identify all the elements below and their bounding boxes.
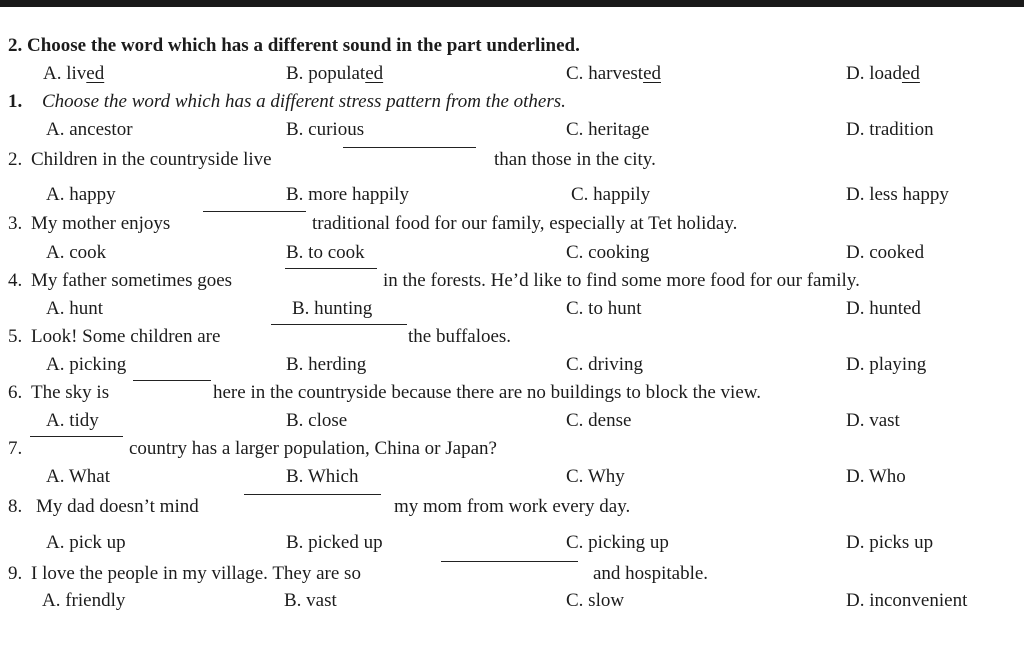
question-number: 2. <box>8 149 23 170</box>
option-c: C. picking up <box>566 532 669 553</box>
section-2-options <box>0 61 1024 87</box>
question-text-before: My father sometimes goes <box>31 270 233 291</box>
option-c: C. harvested <box>566 63 661 84</box>
question-4 <box>0 268 1024 294</box>
question-number: 8. <box>8 496 23 517</box>
option-b: B. populated <box>286 63 384 84</box>
option-d: D. inconvenient <box>846 590 968 611</box>
question-number: 5. <box>8 326 23 347</box>
question-9-options <box>0 588 1024 614</box>
question-text-before: My mother enjoys <box>31 213 171 234</box>
question-number: 4. <box>8 270 23 291</box>
question-text-after: than those in the city. <box>494 149 656 170</box>
answer-blank <box>285 268 377 269</box>
question-3 <box>0 211 1024 237</box>
section-1-heading-line <box>0 89 1024 115</box>
question-text-before: Children in the countryside live <box>31 149 272 170</box>
option-d: D. tradition <box>846 119 934 140</box>
question-2 <box>0 147 1024 173</box>
option-c: C. happily <box>571 184 651 205</box>
answer-blank <box>30 436 123 437</box>
option-c: C. to hunt <box>566 298 642 319</box>
section-2-heading: 2. Choose the word which has a different sound in the part underlined. <box>8 35 580 56</box>
option-c: C. heritage <box>566 119 650 140</box>
question-text-after: here in the countryside because there are no buildings to block the view. <box>213 382 762 403</box>
option-b: B. hunting <box>292 298 373 319</box>
option-a: A. happy <box>46 184 116 205</box>
answer-blank <box>343 147 476 148</box>
question-text-before: The sky is <box>31 382 110 403</box>
option-b: B. herding <box>286 354 367 375</box>
question-8 <box>0 494 1024 520</box>
option-a: A. friendly <box>42 590 126 611</box>
section-2-heading-line <box>0 33 1024 59</box>
question-5-options <box>0 352 1024 378</box>
question-text-after: my mom from work every day. <box>394 496 631 517</box>
question-2-options <box>0 182 1024 208</box>
question-text-before: I love the people in my village. They are so <box>31 563 361 584</box>
option-d: D. less happy <box>846 184 949 205</box>
answer-blank <box>244 494 381 495</box>
question-text-before: My dad doesn’t mind <box>36 496 199 517</box>
top-border <box>0 0 1024 7</box>
question-6 <box>0 380 1024 406</box>
option-d: D. picks up <box>846 532 934 553</box>
option-a: A. lived <box>43 63 105 84</box>
option-b: B. to cook <box>286 242 365 263</box>
question-number: 9. <box>8 563 23 584</box>
option-d: D. vast <box>846 410 900 431</box>
section-1-heading: Choose the word which has a different stress pattern from the others. <box>42 91 566 112</box>
question-7 <box>0 436 1024 462</box>
option-c: C. dense <box>566 410 632 431</box>
question-text-after: the buffaloes. <box>408 326 512 347</box>
option-d: D. cooked <box>846 242 925 263</box>
option-a: A. picking <box>46 354 127 375</box>
question-text-before: Look! Some children are <box>31 326 221 347</box>
answer-blank <box>271 324 407 325</box>
option-b: B. close <box>286 410 348 431</box>
question-9 <box>0 561 1024 587</box>
question-text-after: in the forests. He’d like to find some more food for our family. <box>383 270 860 291</box>
option-d: D. hunted <box>846 298 921 319</box>
option-a: A. hunt <box>46 298 103 319</box>
question-6-options <box>0 408 1024 434</box>
answer-blank <box>441 561 578 562</box>
question-text-after: traditional food for our family, especially at Tet holiday. <box>312 213 738 234</box>
option-a: A. pick up <box>46 532 126 553</box>
option-a: A. ancestor <box>46 119 133 140</box>
option-b: B. picked up <box>286 532 383 553</box>
option-c: C. cooking <box>566 242 650 263</box>
option-b: B. more happily <box>286 184 409 205</box>
option-a: A. cook <box>46 242 107 263</box>
answer-blank <box>203 211 306 212</box>
question-number: 3. <box>8 213 23 234</box>
option-b: B. Which <box>286 466 359 487</box>
question-5 <box>0 324 1024 350</box>
question-3-options <box>0 240 1024 266</box>
option-a: A. What <box>46 466 111 487</box>
option-c: C. driving <box>566 354 644 375</box>
question-4-options <box>0 296 1024 322</box>
option-d: D. Who <box>846 466 906 487</box>
option-d: D. playing <box>846 354 927 375</box>
section-1-number: 1. <box>8 91 23 112</box>
question-text-after: and hospitable. <box>593 563 709 584</box>
option-c: C. Why <box>566 466 625 487</box>
option-c: C. slow <box>566 590 625 611</box>
question-8-options <box>0 530 1024 556</box>
option-d: D. loaded <box>846 63 920 84</box>
question-number: 6. <box>8 382 23 403</box>
question-text-after: country has a larger population, China or Japan? <box>129 438 497 459</box>
question-number: 7. <box>8 438 23 459</box>
option-b: B. vast <box>284 590 337 611</box>
option-a: A. tidy <box>46 410 99 431</box>
answer-blank <box>133 380 211 381</box>
section-1-options <box>0 117 1024 143</box>
option-b: B. curious <box>286 119 365 140</box>
question-7-options <box>0 464 1024 490</box>
